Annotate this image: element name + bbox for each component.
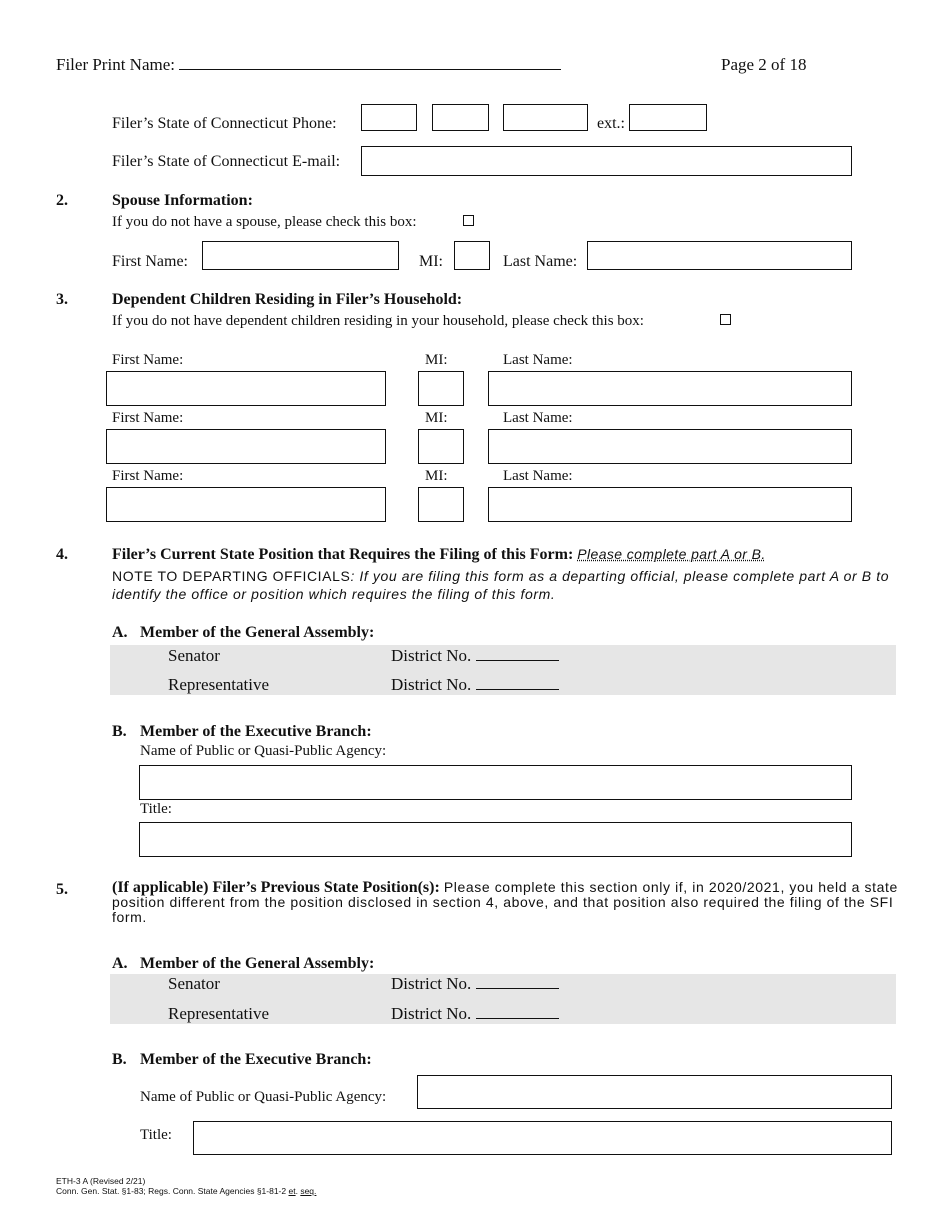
s5-representative-label: Representative (168, 1004, 270, 1023)
s4-senator-district-field[interactable] (476, 646, 559, 661)
section-5-number: 5. (56, 881, 68, 898)
page-number: Page 2 of 18 (721, 55, 807, 74)
footer-form-id: ETH-3 A (Revised 2/21) (56, 1176, 146, 1186)
departing-note (112, 567, 902, 603)
section-2-number: 2. (56, 192, 68, 209)
spouse-mi-input[interactable] (454, 241, 490, 270)
child-1-last-name-input[interactable] (488, 371, 852, 406)
s4-agency-input[interactable] (139, 765, 852, 800)
child-1-last-name-label: Last Name: (503, 352, 573, 368)
section-5-intro: Please complete this section only if, in 2020/2021, you held a state position different from the position disclosed in section 4, above, and that position also required the filing of the SFI form. (112, 879, 898, 925)
child-1-mi-label: MI: (425, 352, 448, 368)
phone-line-input[interactable] (503, 104, 588, 131)
s4-senator-label: Senator (168, 646, 220, 665)
child-3-mi-label: MI: (425, 468, 448, 484)
s5-representative-district-row (391, 1004, 559, 1024)
footer-citation-row: Conn. Gen. Stat. §1-83; Regs. Conn. State Agencies §1-81-2 et. seq. (56, 1186, 317, 1196)
phone-ext-input[interactable] (629, 104, 707, 131)
no-spouse-checkbox[interactable] (463, 215, 474, 226)
s5-title-input[interactable] (193, 1121, 892, 1155)
section-4-heading (112, 546, 902, 564)
child-1-mi-input[interactable] (418, 371, 464, 406)
child-3-first-name-label: First Name: (112, 468, 184, 484)
spouse-first-name-input[interactable] (202, 241, 399, 270)
email-label: Filer’s State of Connecticut E-mail: (112, 153, 341, 170)
child-1-first-name-input[interactable] (106, 371, 386, 406)
section-3-number: 3. (56, 291, 68, 308)
child-2-mi-label: MI: (425, 410, 448, 426)
section-5-title: (If applicable) Filer’s Previous State Position(s): (112, 879, 440, 896)
section-4-hint: Please complete part A or B. (577, 546, 766, 562)
s4-agency-label: Name of Public or Quasi-Public Agency: (140, 743, 387, 759)
footer-seq: seq. (300, 1186, 317, 1196)
child-1-first-name-label: First Name: (112, 352, 184, 368)
s5-senator-label: Senator (168, 974, 220, 993)
s5-agency-label: Name of Public or Quasi-Public Agency: (140, 1089, 387, 1105)
child-3-first-name-input[interactable] (106, 487, 386, 522)
child-2-first-name-label: First Name: (112, 410, 184, 426)
s5-agency-input[interactable] (417, 1075, 892, 1109)
filer-print-name-label: Filer Print Name: (56, 55, 175, 74)
phone-prefix-input[interactable] (432, 104, 489, 131)
s4-representative-label: Representative (168, 675, 270, 694)
s4-part-a-letter: A. (112, 624, 128, 641)
filer-print-name-field[interactable] (179, 55, 561, 70)
s4-senator-district-label: District No. (391, 646, 472, 665)
s5-senator-district-row (391, 974, 559, 994)
spouse-last-name-label: Last Name: (503, 253, 578, 270)
s5-representative-district-label: District No. (391, 1004, 472, 1023)
phone-label: Filer’s State of Connecticut Phone: (112, 115, 337, 132)
s5-senator-district-label: District No. (391, 974, 472, 993)
s4-representative-district-row (391, 675, 559, 695)
s5-part-a-title: Member of the General Assembly: (140, 955, 375, 972)
s4-title-label: Title: (140, 801, 172, 817)
ext-label: ext.: (597, 115, 625, 132)
footer-citation: Conn. Gen. Stat. §1-83; Regs. Conn. State Agencies §1-81-2 (56, 1186, 287, 1196)
s5-part-b-letter: B. (112, 1051, 127, 1068)
footer (56, 1176, 316, 1196)
s4-part-b-title: Member of the Executive Branch: (140, 723, 372, 740)
phone-area-code-input[interactable] (361, 104, 417, 131)
s5-representative-district-field[interactable] (476, 1004, 559, 1019)
child-2-last-name-input[interactable] (488, 429, 852, 464)
child-2-last-name-label: Last Name: (503, 410, 573, 426)
s4-representative-district-label: District No. (391, 675, 472, 694)
spouse-first-name-label: First Name: (112, 253, 188, 270)
no-children-checkbox[interactable] (720, 314, 731, 325)
s4-senator-district-row (391, 646, 559, 666)
section-4-number: 4. (56, 546, 68, 563)
child-3-last-name-input[interactable] (488, 487, 852, 522)
s4-part-b-letter: B. (112, 723, 127, 740)
child-2-mi-input[interactable] (418, 429, 464, 464)
child-3-last-name-label: Last Name: (503, 468, 573, 484)
email-input[interactable] (361, 146, 852, 176)
s5-part-a-letter: A. (112, 955, 128, 972)
departing-note-lead: NOTE TO DEPARTING OFFICIALS (112, 568, 351, 584)
filer-print-name-row (56, 55, 561, 75)
s4-representative-district-field[interactable] (476, 675, 559, 690)
section-4-title: Filer’s Current State Position that Requires the Filing of this Form: (112, 546, 574, 563)
s4-title-input[interactable] (139, 822, 852, 857)
footer-et: et (288, 1186, 296, 1196)
s5-part-b-title: Member of the Executive Branch: (140, 1051, 372, 1068)
departing-note-text: : If you are filing this form as a departing official, please complete part A or B to identify the office or position which requires the filing of this form. (112, 568, 890, 602)
spouse-mi-label: MI: (419, 253, 443, 270)
no-spouse-text: If you do not have a spouse, please check this box: (112, 214, 417, 230)
section-2-title: Spouse Information: (112, 192, 253, 209)
s4-part-a-title: Member of the General Assembly: (140, 624, 375, 641)
spouse-last-name-input[interactable] (587, 241, 852, 270)
section-3-title: Dependent Children Residing in Filer’s Household: (112, 291, 463, 308)
child-2-first-name-input[interactable] (106, 429, 386, 464)
section-5-heading (112, 880, 902, 925)
s5-senator-district-field[interactable] (476, 974, 559, 989)
s5-title-label: Title: (140, 1127, 172, 1143)
no-children-text: If you do not have dependent children residing in your household, please check this box: (112, 313, 644, 329)
child-3-mi-input[interactable] (418, 487, 464, 522)
